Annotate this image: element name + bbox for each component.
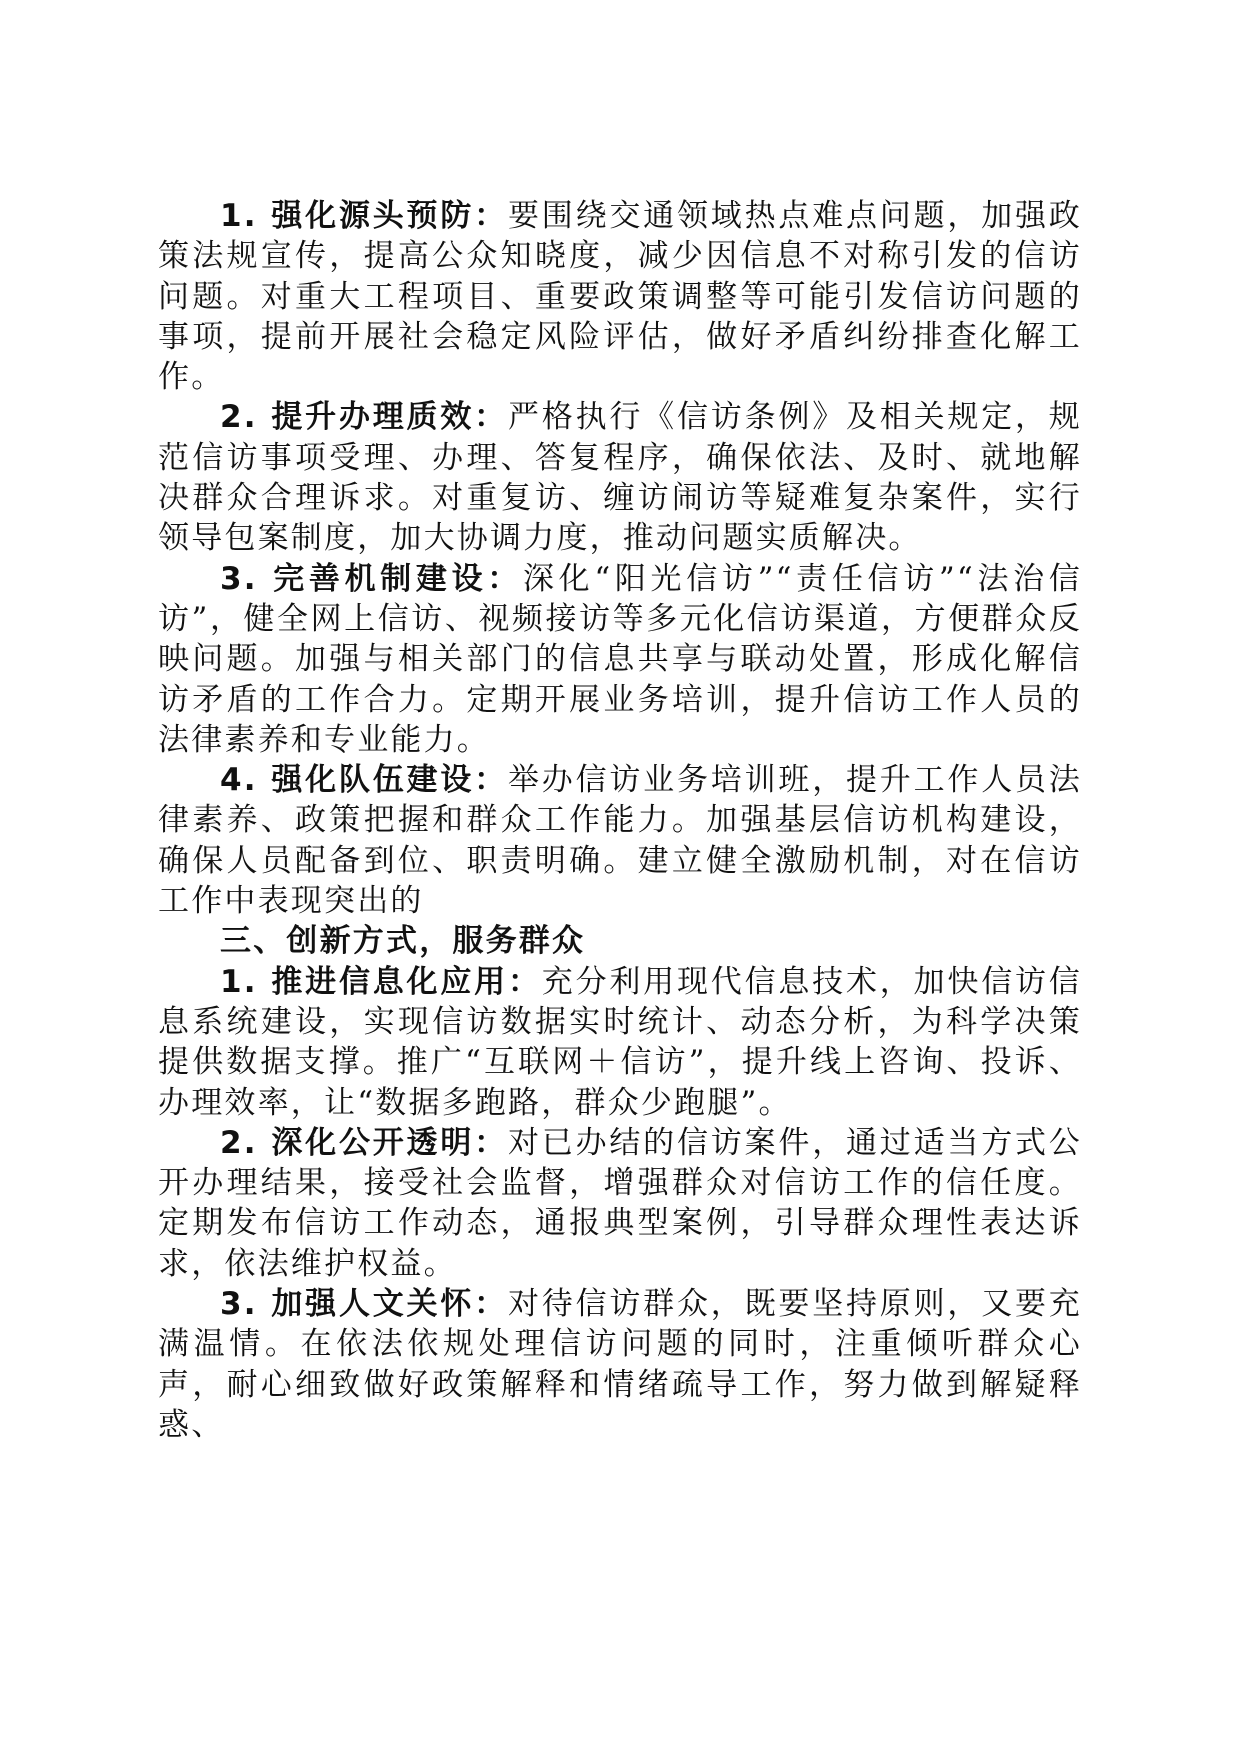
paragraph-lead: 2. 深化公开透明： [220,1124,508,1161]
paragraph-text: 充分利用现代信息技术，加快信访信息系统建设，实现信访数据实时统计、动态分析，为科学决策提供数据支撑。推广“互联网＋信访”，提升线上咨询、投诉、办理效率，让“数据多跑路，群众少跑腿”。 [158,963,1082,1121]
paragraph-informatization [158,962,1082,1123]
paragraph-lead: 1. 强化源头预防： [220,198,508,234]
paragraph-text: 举办信访业务培训班，提升工作人员法律素养、政策把握和群众工作能力。加强基层信访机构建设，确保人员配备到位、职责明确。建立健全激励机制，对在信访工作中表现突出的 [158,762,1083,920]
paragraph-text: 对已办结的信访案件，通过适当方式公开办理结果，接受社会监督，增强群众对信访工作的信任度。定期发布信访工作动态，通报典型案例，引导群众理性表达诉求，依法维护权益。 [158,1124,1083,1282]
paragraph-lead: 3. 加强人文关怀： [220,1286,508,1323]
paragraph-transparency [158,1123,1082,1284]
paragraph-text: 要围绕交通领域热点难点问题，加强政策法规宣传，提高公众知晓度，减少因信息不对称引发的信访问题。对重大工程项目、重要政策调整等可能引发信访问题的事项，提前开展社会稳定风险评估，做好矛盾纠纷排查化解工作。 [158,198,1083,396]
paragraph-text: 对待信访群众，既要坚持原则，又要充满温情。在依法依规处理信访问题的同时，注重倾听群众心声，耐心细致做好政策解释和情绪疏导工作，努力做到解疑释惑、 [158,1286,1083,1443]
paragraph-text: 严格执行《信访条例》及相关规定，规范信访事项受理、办理、答复程序，确保依法、及时、就地解决群众合理诉求。对重复访、缠访闹访等疑难复杂案件，实行领导包案制度，加大协调力度，推动问题实质解决。 [158,399,1083,557]
paragraph-team-building [158,760,1082,921]
paragraph-lead: 2. 提升办理质效： [220,399,508,436]
paragraph-lead: 4. 强化队伍建设： [220,762,508,799]
paragraph-source-prevention [158,196,1082,397]
section-heading: 三、创新方式，服务群众 [220,923,586,960]
paragraph-handling-quality [158,397,1082,558]
paragraph-lead: 3. 完善机制建设： [220,560,523,597]
paragraph-mechanism-building [158,559,1082,760]
paragraph-lead: 1. 推进信息化应用： [220,963,542,1000]
document-body [158,196,1082,1445]
paragraph-humanistic-care [158,1284,1082,1445]
paragraph-text: 深化“阳光信访”“责任信访”“法治信访”，健全网上信访、视频接访等多元化信访渠道，方便群众反映问题。加强与相关部门的信息共享与联动处置，形成化解信访矛盾的工作合力。定期开展业务培训，提升信访工作人员的法律素养和专业能力。 [158,560,1083,758]
